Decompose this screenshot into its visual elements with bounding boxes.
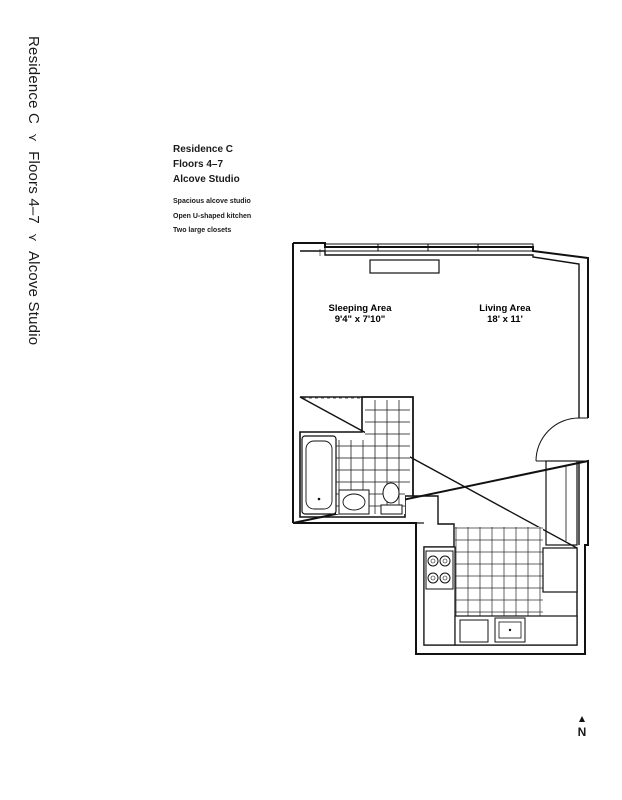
closet (546, 461, 577, 545)
radiator-unit (370, 260, 439, 273)
window (320, 244, 533, 256)
feature-item: Spacious alcove studio (173, 198, 251, 205)
title-floors: Floors 4–7 (25, 151, 42, 224)
north-label: N (577, 725, 587, 739)
feature-item: Two large closets (173, 227, 232, 234)
sleeping-area-dims: 9'4" x 7'10" (334, 314, 386, 325)
refrigerator (543, 548, 577, 592)
separator-icon: ⋎ (26, 232, 40, 242)
bathtub (302, 436, 336, 514)
title-type: Alcove Studio (25, 250, 42, 346)
sleeping-area-label: Sleeping Area (328, 303, 392, 314)
title-residence: Residence C (25, 36, 42, 125)
bathroom (300, 397, 413, 517)
north-compass (574, 716, 590, 739)
unit-floors: Floors 4–7 (173, 159, 224, 170)
feature-item: Open U-shaped kitchen (173, 212, 252, 220)
unit-residence: Residence C (173, 144, 234, 155)
living-area-label: Living Area (479, 303, 531, 314)
dishwasher (460, 620, 488, 642)
room-sleeping-area (328, 303, 392, 325)
unit-type: Alcove Studio (173, 174, 240, 185)
separator-icon: ⋎ (26, 133, 40, 143)
room-living-area (479, 303, 531, 325)
entry-door (536, 418, 588, 461)
north-arrow-icon (579, 716, 585, 722)
stove (426, 551, 453, 589)
living-area-dims: 18' x 11' (487, 314, 523, 325)
